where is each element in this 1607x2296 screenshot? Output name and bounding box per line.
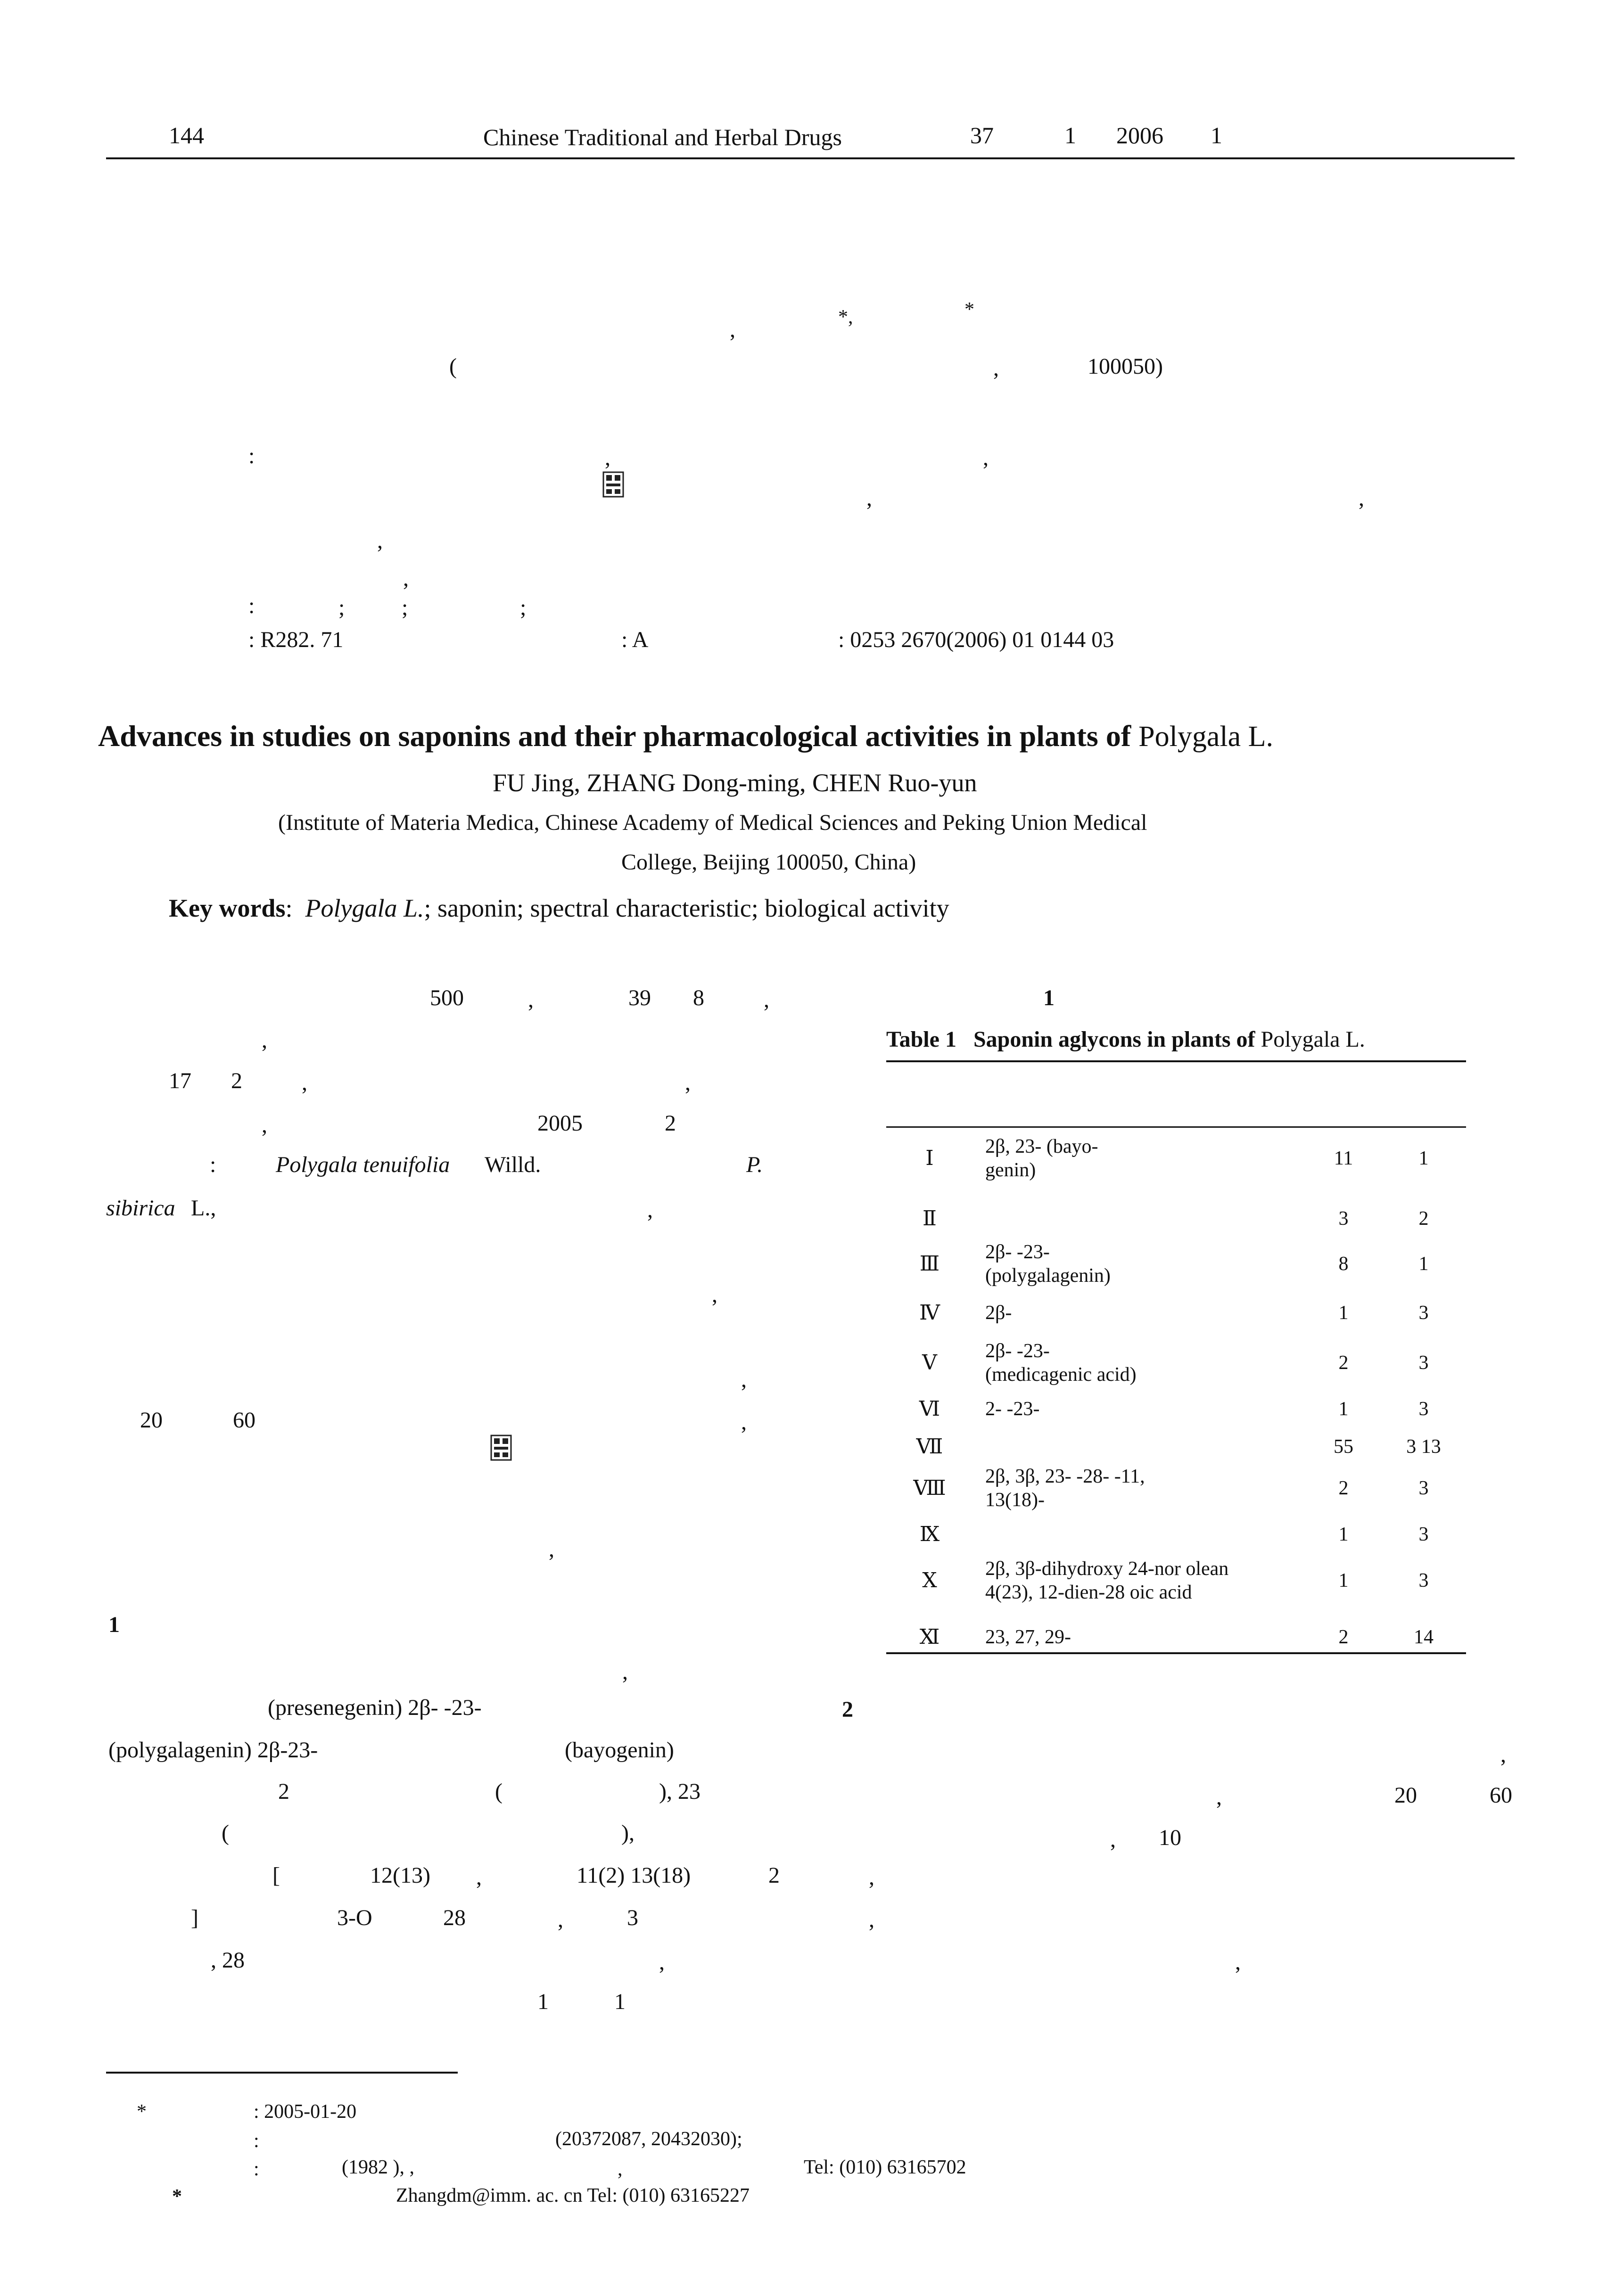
body-line: 3-O [337, 1905, 372, 1930]
body-number: 17 [169, 1068, 191, 1093]
body-line: , 28 [211, 1948, 245, 1973]
body-number: 60 [233, 1408, 255, 1433]
table1-reference: 3 [1418, 1352, 1429, 1374]
table1-compound-count: 1 [1338, 1523, 1349, 1545]
table1-reference: 3 [1418, 1477, 1429, 1499]
keywords-separator: ; [520, 595, 527, 620]
table1-caption [886, 1028, 1365, 1051]
table1-aglycon-name: 2β, 3β-dihydroxy 24-nor olean 4(23), 12-dien-28 oic acid [985, 1558, 1229, 1603]
document-code: : A [621, 627, 649, 652]
table1-compound-count: 11 [1334, 1147, 1353, 1169]
abstract-punct: , [983, 445, 989, 470]
table1-aglycon-name: 2β- [985, 1302, 1012, 1324]
affiliation-open: ( [449, 354, 457, 379]
author-asterisk: *, [838, 306, 853, 328]
species-author-l: L., [191, 1196, 216, 1221]
body-line: 11(2) 13(18) [577, 1863, 691, 1888]
table1-caption-text: Saponin aglycons in plants of [973, 1027, 1255, 1052]
keywords-list: ; saponin; spectral characteristic; biological activity [424, 894, 949, 922]
body-punct: , [528, 987, 534, 1012]
table1-bottom-rule [886, 1652, 1466, 1654]
body-punct: , [622, 1659, 628, 1684]
footnote-received-star: * [137, 2101, 147, 2123]
table1-reference: 3 [1418, 1398, 1429, 1420]
english-affiliation-line2: College, Beijing 100050, China) [621, 850, 916, 875]
body-number: 2 [768, 1863, 780, 1888]
body-punct: , [1216, 1785, 1222, 1810]
body-number: 3 [627, 1905, 638, 1930]
table1-reference: 3 [1418, 1302, 1429, 1324]
body-number: 1 [614, 1989, 626, 2014]
body-number: 10 [1159, 1825, 1181, 1850]
keywords-genus: Polygala L. [305, 894, 424, 922]
table1-aglycon-name [985, 1205, 1306, 1233]
table1-compound-count: 8 [1338, 1253, 1349, 1275]
english-title [98, 721, 1273, 751]
table1-aglycon-id: Ⅹ [922, 1568, 937, 1592]
table1-reference: 3 13 [1406, 1435, 1441, 1458]
article-id: : 0253 2670(2006) 01 0144 03 [838, 627, 1114, 652]
body-punct: , [1235, 1950, 1241, 1975]
table1-compound-count: 1 [1338, 1569, 1349, 1591]
footnote-fund-colon: : [254, 2130, 259, 2152]
corresponding-asterisk: * [964, 299, 974, 320]
abstract-colon: : [248, 443, 255, 468]
body-number: 60 [1490, 1783, 1512, 1808]
body-number: 20 [140, 1408, 163, 1433]
body-number: 28 [443, 1905, 466, 1930]
table1-reference: 1 [1418, 1147, 1429, 1169]
body-punct: , [1500, 1742, 1506, 1767]
table1-aglycon-id: Ⅱ [923, 1206, 937, 1230]
body-number: 39 [628, 985, 651, 1010]
footnote-fund-numbers: (20372087, 20432030); [555, 2128, 742, 2150]
english-authors: FU Jing, ZHANG Dong-ming, CHEN Ruo-yun [493, 769, 977, 797]
table1-aglycon-id: Ⅴ [922, 1351, 937, 1375]
body-punct: ( [495, 1779, 503, 1804]
page-number: 144 [169, 122, 204, 148]
body-number: 1 [537, 1989, 549, 2014]
species-polygala-tenuifolia: Polygala tenuifolia [276, 1152, 450, 1177]
journal-name: Chinese Traditional and Herbal Drugs [483, 124, 842, 150]
body-punct: , [476, 1865, 482, 1890]
table1-compound-count: 3 [1338, 1207, 1349, 1230]
table1-reference: 14 [1414, 1626, 1434, 1648]
table1-compound-count: 1 [1338, 1398, 1349, 1420]
header-rule [106, 157, 1515, 159]
journal-month: 1 [1211, 122, 1222, 148]
table1-compound-count: 2 [1338, 1477, 1349, 1499]
body-punct: , [558, 1907, 563, 1932]
abstract-punct: , [403, 566, 409, 591]
table1-caption-label: Table 1 [886, 1027, 956, 1052]
journal-volume: 37 [970, 122, 994, 148]
footnote-corr-contact: Zhangdm@imm. ac. cn Tel: (010) 63165227 [396, 2185, 750, 2206]
table1-reference: 3 [1418, 1523, 1429, 1545]
journal-issue: 1 [1064, 122, 1076, 148]
body-number: 2 [278, 1779, 289, 1804]
table1-aglycon-name: 2- -23- [985, 1398, 1040, 1420]
table1-aglycon-name: 2β, 23- (bayo- genin) [985, 1135, 1098, 1181]
body-punct: , [869, 1907, 874, 1932]
table1-compound-count: 2 [1338, 1626, 1349, 1648]
english-title-genus: Polygala L. [1138, 721, 1273, 753]
abstract-punct: , [866, 486, 872, 511]
body-number: 2005 [537, 1111, 583, 1136]
table1-reference: 3 [1418, 1569, 1429, 1591]
table1-aglycon-id: Ⅶ [916, 1435, 943, 1459]
body-punct: , [262, 1028, 267, 1053]
table1-aglycon-name [985, 1520, 1306, 1549]
table1-compound-count: 1 [1338, 1302, 1349, 1324]
body-punct: , [741, 1410, 747, 1435]
body-punct: , [869, 1865, 874, 1890]
body-punct: , [764, 987, 769, 1012]
english-title-text: Advances in studies on saponins and their pharmacological activities in plants of [98, 719, 1131, 753]
body-line: (polygalagenin) 2β-23- [108, 1738, 318, 1763]
table1-reference: 1 [1418, 1253, 1429, 1275]
keywords-separator: ; [338, 595, 345, 620]
footnote-author-comma: , [618, 2158, 623, 2180]
footnote-author-birth: (1982 ), , [342, 2157, 414, 2178]
keywords-label: Key words [169, 894, 286, 922]
table1-reference: 2 [1418, 1207, 1429, 1230]
table1-aglycon-id: Ⅵ [919, 1397, 940, 1421]
body-punct: ( [222, 1820, 229, 1845]
body-punct: , [549, 1537, 554, 1562]
body-punct: , [647, 1197, 653, 1222]
body-punct: , [741, 1367, 747, 1392]
journal-year: 2006 [1116, 122, 1163, 148]
footnote-received-date: : 2005-01-20 [254, 2101, 357, 2123]
abstract-punct: , [377, 528, 383, 553]
footnote-author-colon: : [254, 2158, 259, 2180]
cnki-logo-icon [490, 1435, 512, 1461]
abstract-punct: , [1359, 486, 1364, 511]
affiliation-zip: 100050) [1088, 354, 1163, 379]
body-punct: : [210, 1152, 216, 1177]
table1-header-rule [886, 1126, 1466, 1128]
table1-caption-genus: Polygala L. [1261, 1027, 1365, 1052]
table1-aglycon-id: Ⅸ [919, 1522, 940, 1546]
table1-aglycon-id: Ⅺ [919, 1625, 940, 1649]
clc-number: : R282. 71 [248, 627, 344, 652]
body-punct: ] [191, 1905, 198, 1930]
body-punct: [ [272, 1863, 280, 1888]
body-number: 2 [665, 1111, 676, 1136]
body-punct: , [712, 1282, 717, 1307]
footnote-author-tel: Tel: (010) 63165702 [804, 2157, 966, 2178]
section-1-heading: 1 [108, 1612, 120, 1637]
english-keywords: Key words: Polygala L.; saponin; spectral characteristic; biological activity [169, 894, 949, 922]
table1-aglycon-id: Ⅰ [925, 1146, 934, 1170]
body-punct: , [262, 1113, 267, 1138]
keywords-colon: : [248, 593, 255, 618]
body-punct: , [302, 1070, 307, 1095]
body-line: 12(13) [370, 1863, 430, 1888]
footnote-rule [106, 2072, 458, 2074]
species-abbrev: P. [746, 1152, 763, 1177]
table1-aglycon-id: Ⅲ [919, 1252, 940, 1276]
body-line: (bayogenin) [565, 1738, 674, 1763]
table1-aglycon-name [985, 1433, 1306, 1461]
english-affiliation-line1: (Institute of Materia Medica, Chinese Academy of Medical Sciences and Peking Union Medical [278, 810, 1147, 835]
affiliation-comma: , [993, 356, 999, 381]
body-line: ), 23 [659, 1779, 700, 1804]
table1-cn-number: 1 [1043, 985, 1055, 1010]
table1-top-rule [886, 1060, 1466, 1062]
abstract-punct: , [605, 445, 610, 470]
footnote-corr-star: * [172, 2186, 182, 2207]
body-punct: ), [621, 1820, 635, 1845]
species-author-willd: Willd. [485, 1152, 541, 1177]
table1-aglycon-name: 2β- -23- (polygalagenin) [985, 1241, 1111, 1287]
body-line: (presenegenin) 2β- -23- [268, 1695, 482, 1720]
species-sibirica: sibirica [106, 1196, 175, 1221]
section-2-heading: 2 [842, 1697, 853, 1722]
table1-compound-count: 55 [1334, 1435, 1353, 1458]
author-separator: , [730, 317, 735, 342]
keywords-separator: ; [402, 595, 408, 620]
body-number: 20 [1394, 1783, 1417, 1808]
table1-compound-count: 2 [1338, 1352, 1349, 1374]
body-number: 8 [693, 985, 704, 1010]
table1-aglycon-id: Ⅳ [919, 1301, 940, 1325]
body-number: 2 [231, 1068, 242, 1093]
body-number: 500 [430, 985, 464, 1010]
body-punct: , [659, 1950, 665, 1975]
body-punct: , [685, 1070, 691, 1095]
body-punct: , [1110, 1827, 1116, 1852]
table1-aglycon-name: 2β, 3β, 23- -28- -11, 13(18)- [985, 1465, 1145, 1511]
table1-aglycon-name: 2β- -23- (medicagenic acid) [985, 1340, 1137, 1386]
table1-aglycon-id: Ⅷ [913, 1476, 946, 1500]
table1-aglycon-name: 23, 27, 29- [985, 1626, 1071, 1648]
cnki-logo-icon [602, 471, 624, 498]
